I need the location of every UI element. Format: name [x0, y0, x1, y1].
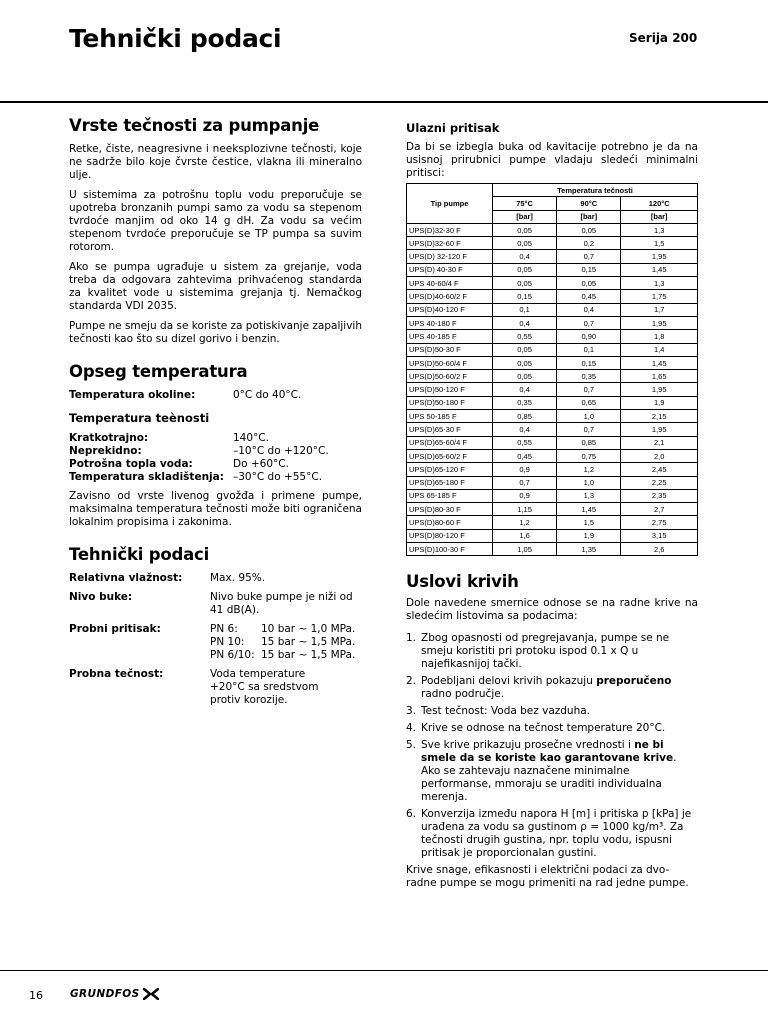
table-row	[407, 263, 698, 276]
liquid-temperature-label: Potrošna topla voda:	[69, 458, 193, 470]
pressure-cell: 1,3	[621, 223, 698, 236]
pump-model-cell: UPS 65-185 F	[407, 489, 493, 502]
pump-model-cell: UPS(D)32-60 F	[407, 237, 493, 250]
table-header-pump-type: Tip pumpe	[407, 184, 493, 224]
ambient-temperature-label: Temperatura okoline:	[69, 389, 196, 401]
pressure-cell: 2,1	[621, 436, 698, 449]
pressure-cell: 1,2	[493, 516, 557, 529]
list-number: 3.	[406, 705, 417, 718]
pump-model-cell: UPS(D)50-60/4 F	[407, 356, 493, 369]
pressure-cell: 0,4	[557, 303, 621, 316]
pressure-cell: 0,9	[493, 463, 557, 476]
pressure-cell: 1,95	[621, 383, 698, 396]
header-divider	[0, 101, 768, 103]
pressure-cell: 0,05	[493, 223, 557, 236]
pressure-cell: 0,75	[557, 449, 621, 462]
pressure-value: 10 bar ~ 1,0 MPa.	[261, 623, 356, 635]
pressure-cell: 0,7	[557, 383, 621, 396]
pump-model-cell: UPS(D)80-30 F	[407, 503, 493, 516]
pressure-class: PN 10:	[210, 636, 245, 648]
liquid-temperature-heading: Temperatura teènosti	[69, 411, 210, 425]
liquid-temperature-label: Neprekidno:	[69, 445, 142, 457]
pressure-cell: 1,2	[557, 463, 621, 476]
pump-model-cell: UPS(D)40-120 F	[407, 303, 493, 316]
pressure-cell: 0,85	[557, 436, 621, 449]
test-liquid-row	[69, 668, 362, 707]
list-text-part: . Ako se zahtevaju naznačene minimalne performanse, mmoraju se uraditi individualna merenja.	[421, 752, 677, 804]
list-text	[421, 675, 698, 701]
pump-model-cell: UPS(D) 40-30 F	[407, 263, 493, 276]
grundfos-x-icon	[143, 988, 159, 1000]
liquid-temperature-list	[69, 432, 362, 484]
table-row	[407, 449, 698, 462]
pressure-cell: 0,7	[493, 476, 557, 489]
pressure-cell: 2,75	[621, 516, 698, 529]
pump-model-cell: UPS 40-185 F	[407, 330, 493, 343]
pressure-cell: 0,35	[493, 396, 557, 409]
list-text-part: preporučeno	[596, 675, 672, 688]
curves-list-item	[406, 675, 698, 701]
curves-intro: Dole navedene smernice odnose se na radne krive na sledećim listovima sa podacima:	[406, 597, 698, 623]
footer-divider	[0, 970, 768, 971]
table-row	[407, 237, 698, 250]
table-row	[407, 303, 698, 316]
pump-model-cell: UPS(D) 32-120 F	[407, 250, 493, 263]
fluids-paragraph: Retke, čiste, neagresivne i neeksplozivne tečnosti, koje ne sadrže bilo koje čvrste čestice, vlakna ili mineralno ulje.	[69, 143, 362, 181]
table-row	[407, 330, 698, 343]
test-pressure-row	[69, 623, 362, 662]
pump-model-cell: UPS(D)100-30 F	[407, 543, 493, 556]
list-text	[421, 632, 698, 671]
pressure-cell: 0,1	[493, 303, 557, 316]
test-pressure-list	[210, 623, 355, 662]
liquid-temperature-value: –30°C do +55°C.	[233, 471, 323, 483]
pressure-cell: 1,7	[621, 303, 698, 316]
table-row	[407, 476, 698, 489]
humidity-value: Max. 95%.	[210, 572, 266, 584]
pump-model-cell: UPS(D)50-120 F	[407, 383, 493, 396]
liquid-temperature-label: Kratkotrajno:	[69, 432, 149, 444]
pressure-cell: 1,5	[621, 237, 698, 250]
pressure-cell: 1,05	[493, 543, 557, 556]
table-row	[407, 356, 698, 369]
pressure-cell: 2,15	[621, 410, 698, 423]
pressure-cell: 0,85	[493, 410, 557, 423]
technical-heading: Tehnički podaci	[69, 545, 210, 564]
pressure-cell: 0,1	[557, 343, 621, 356]
curves-list	[406, 632, 698, 860]
list-text-part: ne bi smele da se koriste kao garantovane krive	[421, 739, 674, 765]
table-header-liquid-temperature: Temperatura tečnosti	[493, 184, 698, 197]
pressure-cell: 1,95	[621, 316, 698, 329]
brand-name: GRUNDFOS	[70, 988, 140, 1000]
pressure-cell: 0,05	[493, 277, 557, 290]
pressure-cell: 0,90	[557, 330, 621, 343]
pressure-cell: 0,15	[557, 356, 621, 369]
temperature-heading: Opseg temperatura	[69, 362, 248, 381]
inlet-pressure-table	[406, 183, 698, 556]
noise-value: Nivo buke pumpe je niži od 41 dB(A).	[210, 591, 353, 616]
list-text-part: Sve krive prikazuju prosečne vrednosti i	[421, 739, 635, 752]
pressure-cell: 0,55	[493, 436, 557, 449]
table-row	[407, 290, 698, 303]
page-number: 16	[29, 989, 43, 1002]
fluids-paragraph: Ako se pumpa ugrađuje u sistem za grejanje, voda treba da odgovara zahtevima prihvaćenog standarda za kvalitet vode u sistemima grejanja tj. Nemačkog standarda VDI 2035.	[69, 261, 362, 312]
liquid-temperature-row	[69, 458, 362, 471]
table-row	[407, 316, 698, 329]
pressure-cell: 0,05	[493, 370, 557, 383]
pressure-cell: 2,6	[621, 543, 698, 556]
liquid-temperature-label: Temperatura skladištenja:	[69, 471, 224, 483]
pressure-cell: 2,25	[621, 476, 698, 489]
pressure-cell: 0,7	[557, 316, 621, 329]
pressure-cell: 0,05	[557, 277, 621, 290]
list-text-part: Krive se odnose na tečnost temperature 20°C.	[421, 722, 666, 735]
test-pressure-item	[210, 636, 355, 649]
pump-model-cell: UPS(D)50-30 F	[407, 343, 493, 356]
pressure-cell: 0,05	[493, 263, 557, 276]
table-header-temp: 120°C	[621, 197, 698, 210]
pressure-cell: 1,8	[621, 330, 698, 343]
list-text	[421, 722, 698, 735]
pressure-cell: 1,65	[621, 370, 698, 383]
pump-model-cell: UPS(D)65-120 F	[407, 463, 493, 476]
pressure-cell: 1,0	[557, 410, 621, 423]
pressure-cell: 0,2	[557, 237, 621, 250]
table-row	[407, 503, 698, 516]
pump-model-cell: UPS 40-180 F	[407, 316, 493, 329]
pressure-cell: 1,4	[621, 343, 698, 356]
pressure-cell: 0,9	[493, 489, 557, 502]
curves-list-item	[406, 739, 698, 804]
pressure-cell: 1,5	[557, 516, 621, 529]
pump-model-cell: UPS(D)65-60/2 F	[407, 449, 493, 462]
table-header-temp: 90°C	[557, 197, 621, 210]
pump-model-cell: UPS(D)65-60/4 F	[407, 436, 493, 449]
list-text-part: radno područje.	[421, 688, 505, 701]
test-pressure-label: Probni pritisak:	[69, 623, 161, 635]
noise-label: Nivo buke:	[69, 591, 133, 603]
pressure-cell: 0,7	[557, 423, 621, 436]
table-row	[407, 410, 698, 423]
pressure-cell: 1,35	[557, 543, 621, 556]
table-row	[407, 250, 698, 263]
list-text-part: Konverzija između napora H [m] i pritiska p [kPa] je urađena za vodu sa gustinom ρ = 1000 kg/m³. Za tečnosti drugih gustina, npr. toplu vodu, ispusni pritisak je proporcionalan gustini.	[421, 808, 692, 860]
pressure-cell: 1,9	[621, 396, 698, 409]
list-text-part: Test tečnost: Voda bez vazduha.	[421, 705, 591, 718]
pressure-cell: 0,35	[557, 370, 621, 383]
pressure-cell: 0,15	[493, 290, 557, 303]
table-header-unit: [bar]	[621, 210, 698, 223]
pressure-cell: 1,9	[557, 529, 621, 542]
pressure-cell: 2,0	[621, 449, 698, 462]
table-row	[407, 423, 698, 436]
test-pressure-item	[210, 623, 355, 636]
pressure-cell: 1,6	[493, 529, 557, 542]
pressure-cell: 0,05	[557, 223, 621, 236]
inlet-heading: Ulazni pritisak	[406, 121, 500, 135]
pressure-cell: 0,55	[493, 330, 557, 343]
list-number: 2.	[406, 675, 417, 688]
test-liquid-label: Probna tečnost:	[69, 668, 164, 680]
pressure-cell: 1,95	[621, 250, 698, 263]
curves-heading: Uslovi krivih	[406, 572, 519, 592]
fluids-paragraph: Pumpe ne smeju da se koriste za potiskivanje zapaljivih tečnosti kao što su dizel gorivo i benzin.	[69, 320, 362, 345]
humidity-label: Relativna vlažnost:	[69, 572, 183, 584]
table-header-temp: 75°C	[493, 197, 557, 210]
pressure-cell: 0,15	[557, 263, 621, 276]
list-text-part: Zbog opasnosti od pregrejavanja, pumpe se ne smeju koristiti pri protoku ispod 0.1 x Q u najefikasnijoj tački.	[421, 632, 670, 671]
humidity-row	[69, 572, 362, 585]
pressure-cell: 1,15	[493, 503, 557, 516]
pressure-value: 15 bar ~ 1,5 MPa.	[261, 649, 356, 661]
table-header-unit: [bar]	[557, 210, 621, 223]
list-text-part: Podebljani delovi krivih pokazuju	[421, 675, 597, 688]
list-number: 4.	[406, 722, 417, 735]
left-column	[69, 116, 362, 707]
table-row	[407, 436, 698, 449]
temperature-note: Zavisno od vrste livenog gvožđa i primene pumpe, maksimalna temperatura tečnosti može biti ograničena lokalnim propisima i zakonima.	[69, 490, 362, 528]
ambient-temperature-value: 0°C do 40°C.	[233, 389, 302, 401]
ambient-temperature-row	[69, 389, 362, 402]
curves-list-item	[406, 722, 698, 735]
liquid-temperature-value: –10°C do +120°C.	[233, 445, 329, 457]
table-row	[407, 463, 698, 476]
right-column	[406, 121, 698, 897]
table-row	[407, 370, 698, 383]
table-row	[407, 396, 698, 409]
curves-outro: Krive snage, efikasnosti i električni podaci za dvo-radne pumpe se mogu primeniti na rad jedne pumpe.	[406, 864, 689, 890]
pressure-cell: 0,7	[557, 250, 621, 263]
list-number: 6.	[406, 808, 417, 821]
table-row	[407, 516, 698, 529]
table-header-unit: [bar]	[493, 210, 557, 223]
curves-list-item	[406, 705, 698, 718]
pressure-cell: 1,95	[621, 423, 698, 436]
pump-model-cell: UPS(D)65-30 F	[407, 423, 493, 436]
table-row	[407, 543, 698, 556]
table-row	[407, 343, 698, 356]
page-title: Tehnički podaci	[69, 24, 282, 53]
pressure-cell: 1,75	[621, 290, 698, 303]
pump-model-cell: UPS(D)65-180 F	[407, 476, 493, 489]
pressure-cell: 0,05	[493, 343, 557, 356]
curves-list-item	[406, 808, 698, 860]
pump-model-cell: UPS(D)50-60/2 F	[407, 370, 493, 383]
pressure-cell: 0,05	[493, 237, 557, 250]
pump-model-cell: UPS 40-60/4 F	[407, 277, 493, 290]
pressure-cell: 0,05	[493, 356, 557, 369]
liquid-temperature-row	[69, 471, 362, 484]
list-number: 1.	[406, 632, 417, 645]
list-text	[421, 808, 698, 860]
pressure-cell: 0,4	[493, 250, 557, 263]
pressure-cell: 0,45	[557, 290, 621, 303]
pump-model-cell: UPS(D)40-60/2 F	[407, 290, 493, 303]
noise-row	[69, 591, 362, 617]
pump-model-cell: UPS(D)80-120 F	[407, 529, 493, 542]
pressure-cell: 2,7	[621, 503, 698, 516]
table-row	[407, 383, 698, 396]
pressure-cell: 1,45	[557, 503, 621, 516]
brand-logo	[70, 988, 159, 1000]
pressure-cell: 2,35	[621, 489, 698, 502]
table-row	[407, 489, 698, 502]
pressure-value: 15 bar ~ 1,5 MPa.	[261, 636, 356, 648]
pump-model-cell: UPS(D)50-180 F	[407, 396, 493, 409]
liquid-temperature-value: 140°C.	[233, 432, 269, 444]
pump-model-cell: UPS(D)80-60 F	[407, 516, 493, 529]
table-row	[407, 223, 698, 236]
pressure-class: PN 6:	[210, 623, 238, 635]
liquid-temperature-value: Do +60°C.	[233, 458, 289, 470]
fluids-paragraph: U sistemima za potrošnu toplu vodu preporučuje se upotreba bronzanih pumpi samo za vodu sa stepenom tvrdoće manjim od oko 14 g dH. Za vodu sa većim stepenom tvrdoće preporučuje se TP pumpa sa suvim rotorom.	[69, 189, 362, 253]
table-row	[407, 277, 698, 290]
fluids-heading: Vrste tečnosti za pumpanje	[69, 116, 320, 135]
pressure-cell: 0,4	[493, 423, 557, 436]
liquid-temperature-row	[69, 445, 362, 458]
pump-model-cell: UPS(D)32-30 F	[407, 223, 493, 236]
pressure-cell: 0,4	[493, 383, 557, 396]
pressure-cell: 1,0	[557, 476, 621, 489]
pressure-cell: 1,45	[621, 263, 698, 276]
list-text	[421, 705, 698, 718]
table-body	[407, 223, 698, 555]
curves-list-item	[406, 632, 698, 671]
pressure-cell: 1,3	[557, 489, 621, 502]
pressure-cell: 1,3	[621, 277, 698, 290]
list-text	[421, 739, 698, 804]
pressure-cell: 1,45	[621, 356, 698, 369]
test-pressure-item	[210, 649, 355, 662]
table-row	[407, 529, 698, 542]
pump-model-cell: UPS 50-185 F	[407, 410, 493, 423]
pressure-class: PN 6/10:	[210, 649, 255, 661]
pressure-cell: 0,45	[493, 449, 557, 462]
pressure-cell: 3,15	[621, 529, 698, 542]
pressure-cell: 0,65	[557, 396, 621, 409]
list-number: 5.	[406, 739, 417, 752]
pressure-cell: 0,4	[493, 316, 557, 329]
test-liquid-value: Voda temperature +20°C sa sredstvom protiv korozije.	[210, 668, 319, 706]
series-label: Serija 200	[629, 31, 698, 45]
pressure-cell: 2,45	[621, 463, 698, 476]
inlet-text: Da bi se izbegla buka od kavitacije potrebno je da na usisnoj prirubnici pumpe vladaju sledeći minimalni pritisci:	[406, 141, 698, 179]
liquid-temperature-row	[69, 432, 362, 445]
